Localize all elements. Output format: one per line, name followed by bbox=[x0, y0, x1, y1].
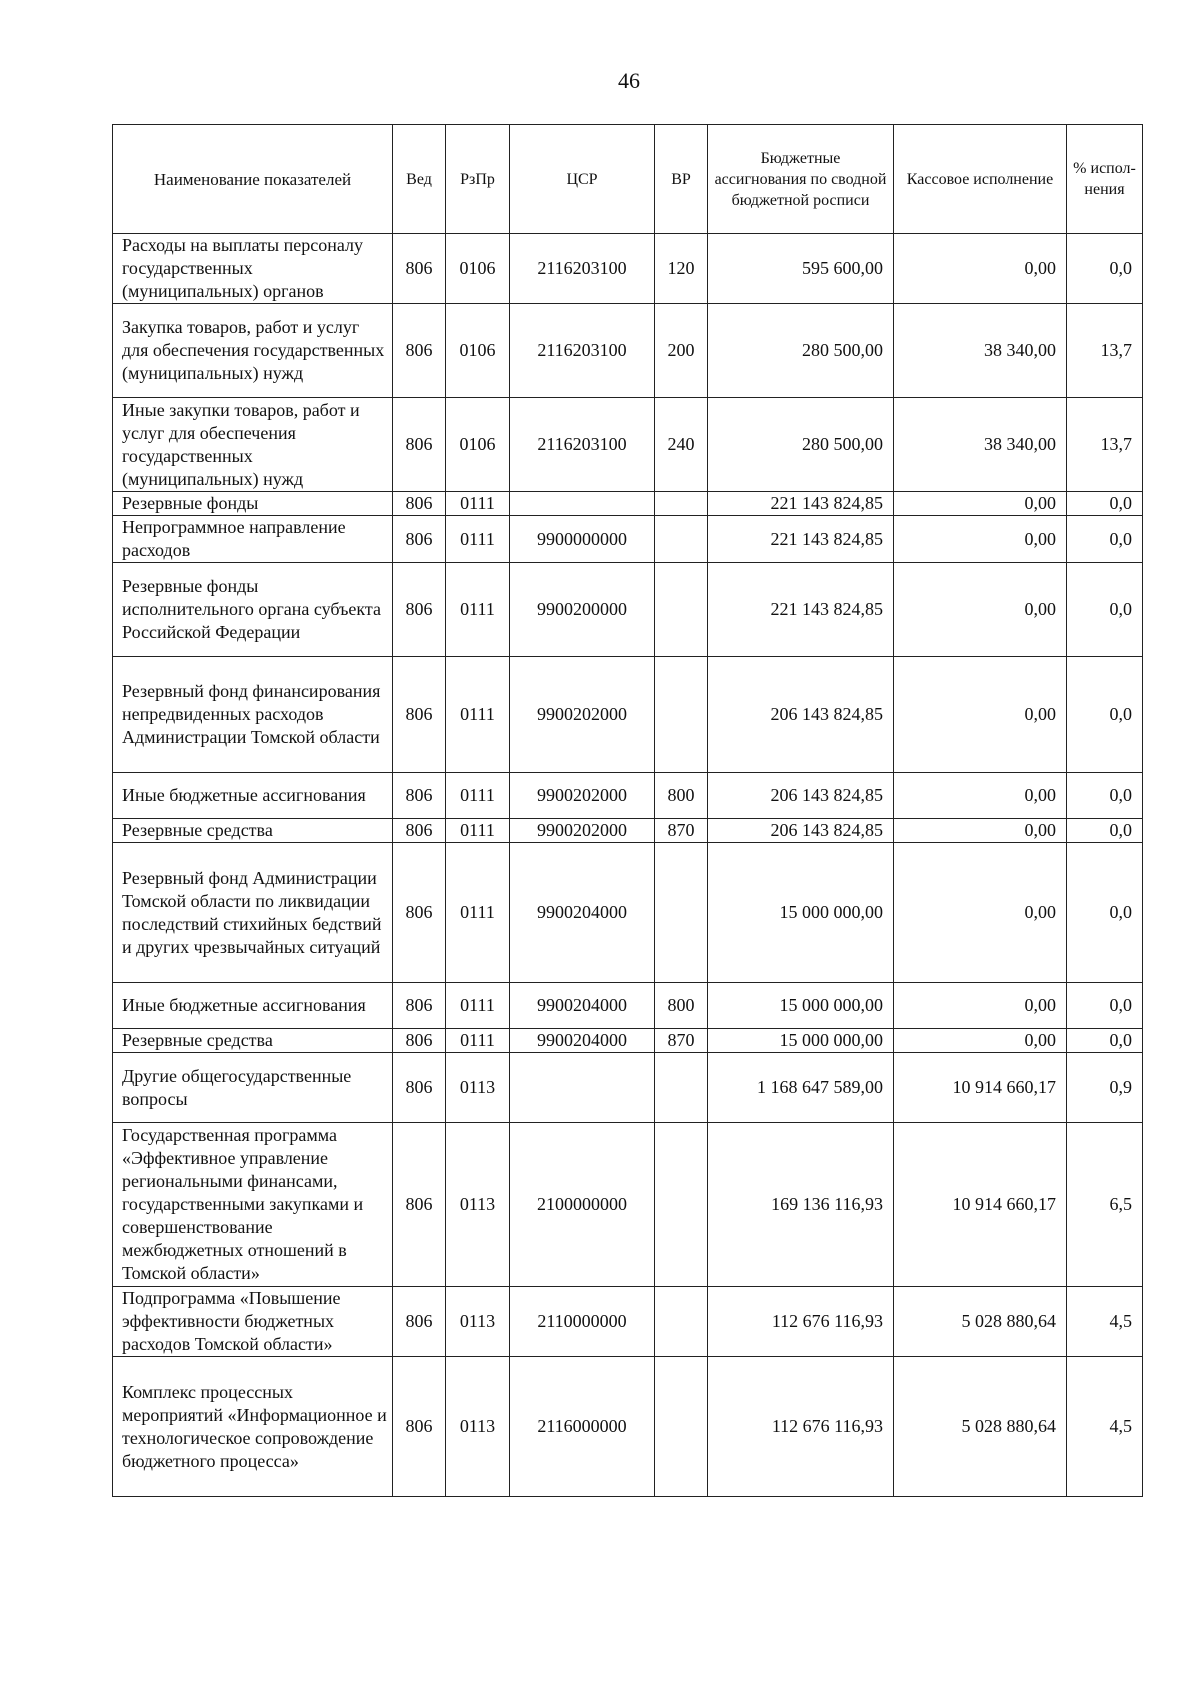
cell-rzpr: 0113 bbox=[446, 1053, 510, 1123]
cell-assigned: 206 143 824,85 bbox=[708, 773, 894, 819]
cell-csr: 9900202000 bbox=[510, 819, 655, 843]
cell-vr bbox=[655, 1123, 708, 1287]
cell-percent: 0,0 bbox=[1067, 563, 1143, 657]
cell-name: Комплекс процессных мероприятий «Информационное и технологическое сопровождение бюджетного процесса» bbox=[113, 1357, 393, 1497]
table-row bbox=[113, 983, 1143, 1029]
cell-rzpr: 0111 bbox=[446, 516, 510, 563]
cell-csr: 9900204000 bbox=[510, 1029, 655, 1053]
cell-assigned: 221 143 824,85 bbox=[708, 492, 894, 516]
cell-vr: 870 bbox=[655, 1029, 708, 1053]
cell-csr: 2116203100 bbox=[510, 234, 655, 304]
cell-rzpr: 0111 bbox=[446, 657, 510, 773]
table-row bbox=[113, 843, 1143, 983]
cell-assigned: 221 143 824,85 bbox=[708, 563, 894, 657]
cell-executed: 0,00 bbox=[894, 843, 1067, 983]
cell-assigned: 112 676 116,93 bbox=[708, 1287, 894, 1357]
cell-csr: 2110000000 bbox=[510, 1287, 655, 1357]
cell-executed: 0,00 bbox=[894, 1029, 1067, 1053]
cell-name: Расходы на выплаты персоналу государственных (муниципальных) органов bbox=[113, 234, 393, 304]
table-row bbox=[113, 304, 1143, 398]
table-row bbox=[113, 1357, 1143, 1497]
cell-csr: 9900204000 bbox=[510, 983, 655, 1029]
cell-csr: 2116203100 bbox=[510, 398, 655, 492]
cell-assigned: 206 143 824,85 bbox=[708, 819, 894, 843]
cell-name: Резервный фонд финансирования непредвиденных расходов Администрации Томской области bbox=[113, 657, 393, 773]
table-row bbox=[113, 1029, 1143, 1053]
cell-ved: 806 bbox=[393, 1123, 446, 1287]
cell-ved: 806 bbox=[393, 1029, 446, 1053]
cell-percent: 13,7 bbox=[1067, 304, 1143, 398]
cell-name: Резервные средства bbox=[113, 1029, 393, 1053]
cell-percent: 4,5 bbox=[1067, 1287, 1143, 1357]
cell-name: Подпрограмма «Повышение эффективности бюджетных расходов Томской области» bbox=[113, 1287, 393, 1357]
cell-rzpr: 0111 bbox=[446, 492, 510, 516]
cell-executed: 38 340,00 bbox=[894, 398, 1067, 492]
cell-executed: 0,00 bbox=[894, 234, 1067, 304]
header-rzpr: РзПр bbox=[446, 125, 510, 234]
cell-vr: 800 bbox=[655, 773, 708, 819]
table-row bbox=[113, 492, 1143, 516]
table-row bbox=[113, 563, 1143, 657]
cell-ved: 806 bbox=[393, 563, 446, 657]
cell-name: Непрограммное направление расходов bbox=[113, 516, 393, 563]
table-row bbox=[113, 234, 1143, 304]
page-number: 46 bbox=[618, 68, 640, 93]
cell-vr: 200 bbox=[655, 304, 708, 398]
cell-ved: 806 bbox=[393, 1053, 446, 1123]
cell-assigned: 221 143 824,85 bbox=[708, 516, 894, 563]
cell-ved: 806 bbox=[393, 983, 446, 1029]
cell-rzpr: 0106 bbox=[446, 234, 510, 304]
header-vr: ВР bbox=[655, 125, 708, 234]
cell-vr bbox=[655, 1287, 708, 1357]
cell-executed: 0,00 bbox=[894, 492, 1067, 516]
cell-name: Иные бюджетные ассигнования bbox=[113, 983, 393, 1029]
cell-ved: 806 bbox=[393, 516, 446, 563]
cell-executed: 0,00 bbox=[894, 563, 1067, 657]
cell-vr bbox=[655, 657, 708, 773]
cell-rzpr: 0111 bbox=[446, 843, 510, 983]
cell-vr bbox=[655, 1357, 708, 1497]
cell-vr bbox=[655, 843, 708, 983]
cell-percent: 0,0 bbox=[1067, 657, 1143, 773]
table-row bbox=[113, 657, 1143, 773]
cell-executed: 0,00 bbox=[894, 983, 1067, 1029]
cell-rzpr: 0113 bbox=[446, 1123, 510, 1287]
cell-assigned: 15 000 000,00 bbox=[708, 983, 894, 1029]
table-row bbox=[113, 773, 1143, 819]
cell-name: Государственная программа «Эффективное управление региональными финансами, государственными закупками и совершенствование межбюджетных отношений в Томской области» bbox=[113, 1123, 393, 1287]
cell-executed: 0,00 bbox=[894, 773, 1067, 819]
cell-csr: 9900202000 bbox=[510, 657, 655, 773]
cell-csr bbox=[510, 1053, 655, 1123]
cell-percent: 4,5 bbox=[1067, 1357, 1143, 1497]
cell-vr bbox=[655, 492, 708, 516]
cell-ved: 806 bbox=[393, 1287, 446, 1357]
cell-percent: 0,0 bbox=[1067, 773, 1143, 819]
cell-executed: 0,00 bbox=[894, 516, 1067, 563]
cell-rzpr: 0113 bbox=[446, 1357, 510, 1497]
cell-name: Резервные фонды исполнительного органа субъекта Российской Федерации bbox=[113, 563, 393, 657]
cell-csr: 9900000000 bbox=[510, 516, 655, 563]
cell-assigned: 1 168 647 589,00 bbox=[708, 1053, 894, 1123]
cell-ved: 806 bbox=[393, 1357, 446, 1497]
cell-name: Закупка товаров, работ и услуг для обеспечения государственных (муниципальных) нужд bbox=[113, 304, 393, 398]
cell-executed: 0,00 bbox=[894, 657, 1067, 773]
cell-ved: 806 bbox=[393, 304, 446, 398]
cell-rzpr: 0106 bbox=[446, 398, 510, 492]
cell-assigned: 169 136 116,93 bbox=[708, 1123, 894, 1287]
cell-assigned: 280 500,00 bbox=[708, 304, 894, 398]
cell-csr: 2100000000 bbox=[510, 1123, 655, 1287]
cell-rzpr: 0111 bbox=[446, 1029, 510, 1053]
cell-csr bbox=[510, 492, 655, 516]
cell-ved: 806 bbox=[393, 843, 446, 983]
cell-ved: 806 bbox=[393, 819, 446, 843]
cell-rzpr: 0113 bbox=[446, 1287, 510, 1357]
cell-rzpr: 0106 bbox=[446, 304, 510, 398]
cell-ved: 806 bbox=[393, 398, 446, 492]
cell-executed: 5 028 880,64 bbox=[894, 1287, 1067, 1357]
cell-executed: 10 914 660,17 bbox=[894, 1123, 1067, 1287]
cell-percent: 0,0 bbox=[1067, 234, 1143, 304]
cell-percent: 0,9 bbox=[1067, 1053, 1143, 1123]
cell-assigned: 206 143 824,85 bbox=[708, 657, 894, 773]
cell-vr: 240 bbox=[655, 398, 708, 492]
cell-percent: 6,5 bbox=[1067, 1123, 1143, 1287]
header-ved: Вед bbox=[393, 125, 446, 234]
cell-rzpr: 0111 bbox=[446, 983, 510, 1029]
cell-assigned: 280 500,00 bbox=[708, 398, 894, 492]
cell-percent: 0,0 bbox=[1067, 983, 1143, 1029]
cell-vr: 120 bbox=[655, 234, 708, 304]
cell-name: Резервные фонды bbox=[113, 492, 393, 516]
cell-assigned: 595 600,00 bbox=[708, 234, 894, 304]
cell-name: Резервные средства bbox=[113, 819, 393, 843]
cell-name: Резервный фонд Администрации Томской области по ликвидации последствий стихийных бедствий и других чрезвычайных ситуаций bbox=[113, 843, 393, 983]
cell-vr bbox=[655, 563, 708, 657]
cell-csr: 9900200000 bbox=[510, 563, 655, 657]
table-row bbox=[113, 516, 1143, 563]
cell-vr: 870 bbox=[655, 819, 708, 843]
table-row bbox=[113, 1123, 1143, 1287]
cell-percent: 0,0 bbox=[1067, 1029, 1143, 1053]
header-executed: Кассовое исполнение bbox=[894, 125, 1067, 234]
cell-ved: 806 bbox=[393, 492, 446, 516]
header-name: Наименование показателей bbox=[113, 125, 393, 234]
cell-name: Иные закупки товаров, работ и услуг для обеспечения государственных (муниципальных) нужд bbox=[113, 398, 393, 492]
cell-executed: 38 340,00 bbox=[894, 304, 1067, 398]
header-assigned: Бюджетные ассигнования по сводной бюджетной росписи bbox=[708, 125, 894, 234]
cell-csr: 9900204000 bbox=[510, 843, 655, 983]
cell-percent: 0,0 bbox=[1067, 516, 1143, 563]
budget-table bbox=[112, 124, 1143, 1497]
cell-rzpr: 0111 bbox=[446, 773, 510, 819]
header-csr: ЦСР bbox=[510, 125, 655, 234]
table-row bbox=[113, 398, 1143, 492]
cell-csr: 2116203100 bbox=[510, 304, 655, 398]
cell-percent: 13,7 bbox=[1067, 398, 1143, 492]
cell-vr: 800 bbox=[655, 983, 708, 1029]
cell-executed: 5 028 880,64 bbox=[894, 1357, 1067, 1497]
table-row bbox=[113, 819, 1143, 843]
cell-csr: 9900202000 bbox=[510, 773, 655, 819]
cell-vr bbox=[655, 1053, 708, 1123]
cell-vr bbox=[655, 516, 708, 563]
cell-rzpr: 0111 bbox=[446, 819, 510, 843]
cell-percent: 0,0 bbox=[1067, 492, 1143, 516]
cell-assigned: 112 676 116,93 bbox=[708, 1357, 894, 1497]
cell-name: Другие общегосударственные вопросы bbox=[113, 1053, 393, 1123]
cell-assigned: 15 000 000,00 bbox=[708, 843, 894, 983]
header-percent: % испол-нения bbox=[1067, 125, 1143, 234]
cell-ved: 806 bbox=[393, 657, 446, 773]
cell-ved: 806 bbox=[393, 234, 446, 304]
cell-percent: 0,0 bbox=[1067, 843, 1143, 983]
cell-percent: 0,0 bbox=[1067, 819, 1143, 843]
cell-rzpr: 0111 bbox=[446, 563, 510, 657]
cell-name: Иные бюджетные ассигнования bbox=[113, 773, 393, 819]
table-row bbox=[113, 1053, 1143, 1123]
cell-executed: 0,00 bbox=[894, 819, 1067, 843]
cell-executed: 10 914 660,17 bbox=[894, 1053, 1067, 1123]
cell-assigned: 15 000 000,00 bbox=[708, 1029, 894, 1053]
table-row bbox=[113, 1287, 1143, 1357]
cell-csr: 2116000000 bbox=[510, 1357, 655, 1497]
header-row bbox=[113, 125, 1143, 234]
cell-ved: 806 bbox=[393, 773, 446, 819]
